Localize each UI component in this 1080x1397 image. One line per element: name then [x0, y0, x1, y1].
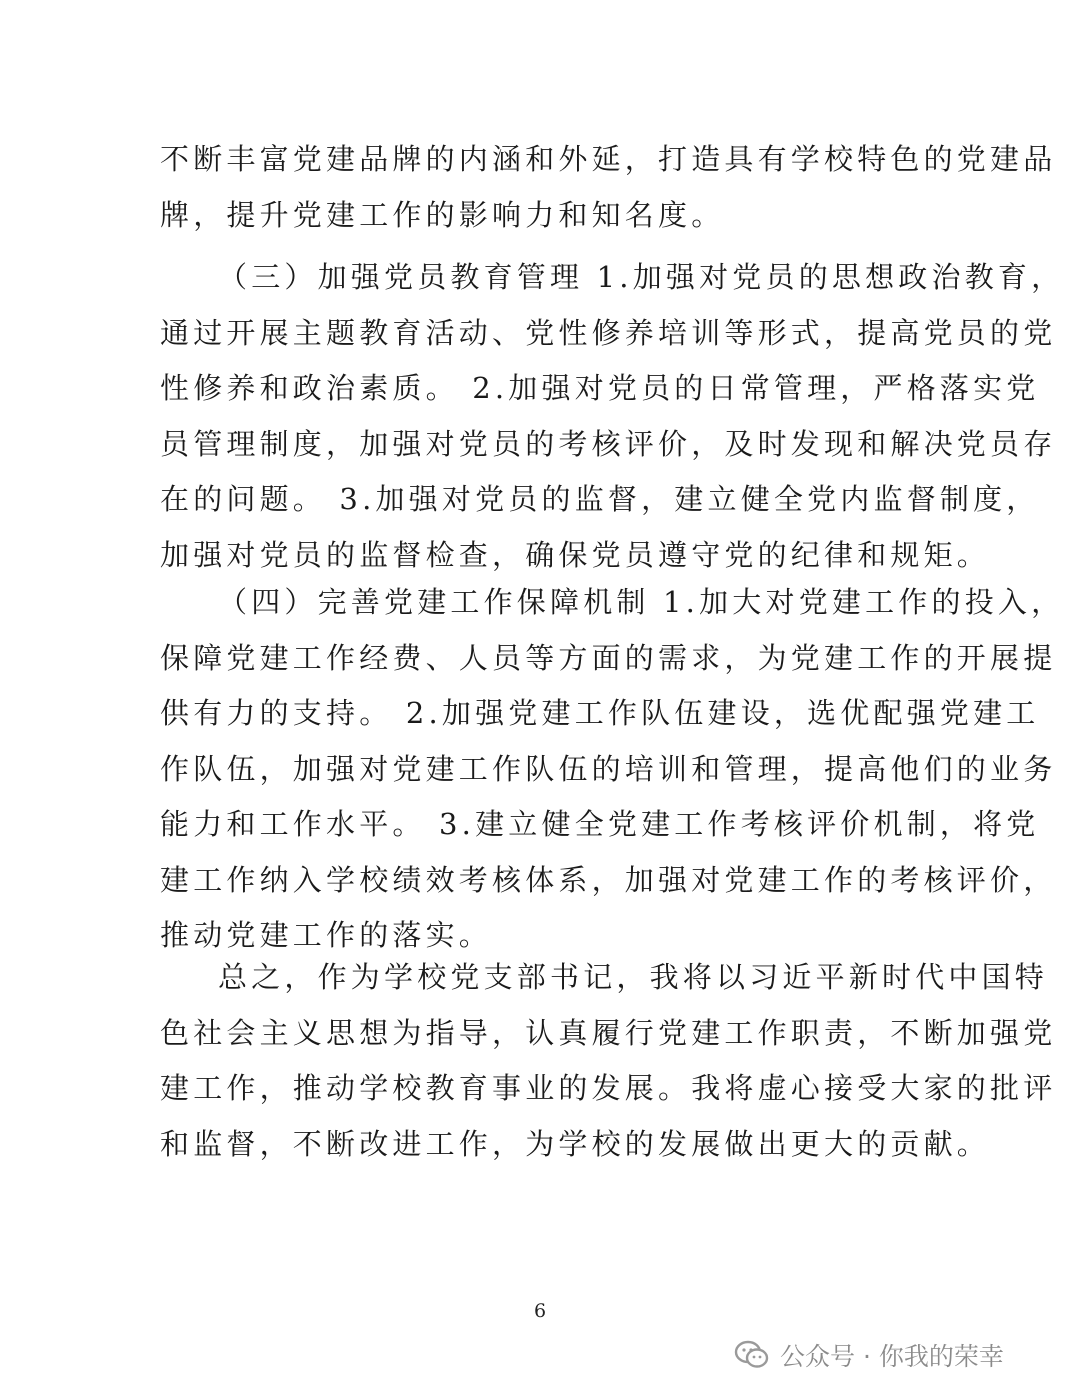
text-line: 保障党建工作经费、人员等方面的需求，为党建工作的开展提	[160, 640, 1057, 675]
paragraph-conclusion	[160, 950, 1057, 1172]
wechat-official-account-icon	[734, 1339, 770, 1371]
text-line: 通过开展主题教育活动、党性修养培训等形式，提高党员的党	[160, 315, 1057, 350]
text-line: 供有力的支持。 2.加强党建工作队伍建设，选优配强党建工	[160, 696, 1040, 730]
text-line: 作队伍，加强对党建工作队伍的培训和管理，提高他们的业务	[160, 751, 1057, 786]
text-line: 在的问题。 3.加强对党员的监督，建立健全党内监督制度，	[160, 482, 1040, 516]
text-line: 不断丰富党建品牌的内涵和外延，打造具有学校特色的党建品	[160, 142, 1057, 176]
text-line: 能力和工作水平。 3.建立健全党建工作考核评价机制，将党	[160, 807, 1040, 841]
text-line: 建工作，推动学校教育事业的发展。我将虚心接受大家的批评	[160, 1071, 1057, 1105]
text-line: （四）完善党建工作保障机制 1.加大对党建工作的投入，	[218, 585, 1065, 619]
text-line: 性修养和政治素质。 2.加强对党员的日常管理，严格落实党	[160, 371, 1040, 405]
text-line: 色社会主义思想为指导，认真履行党建工作职责，不断加强党	[160, 1015, 1057, 1050]
text-line: 总之，作为学校党支部书记，我将以习近平新时代中国特	[218, 960, 1049, 994]
text-line: 员管理制度，加强对党员的考核评价，及时发现和解决党员存	[160, 426, 1057, 461]
text-line: 和监督，不断改进工作，为学校的发展做出更大的贡献。	[160, 1126, 991, 1161]
text-line: （三）加强党员教育管理 1.加强对党员的思想政治教育，	[218, 260, 1065, 294]
text-line: 建工作纳入学校绩效考核体系，加强对党建工作的考核评价，	[160, 862, 1057, 897]
text-line: 牌，提升党建工作的影响力和知名度。	[160, 197, 725, 232]
page-number: 6	[533, 1300, 547, 1322]
paragraph-support-mechanism	[160, 575, 1065, 964]
paragraph-brand-building	[160, 132, 1057, 243]
watermark	[734, 1335, 1004, 1375]
text-line: 加强对党员的监督检查，确保党员遵守党的纪律和规矩。	[160, 537, 991, 572]
text-line: 推动党建工作的落实。	[160, 918, 493, 952]
watermark-text: 公众号 · 你我的荣幸	[780, 1342, 1004, 1371]
paragraph-member-education	[160, 250, 1065, 583]
